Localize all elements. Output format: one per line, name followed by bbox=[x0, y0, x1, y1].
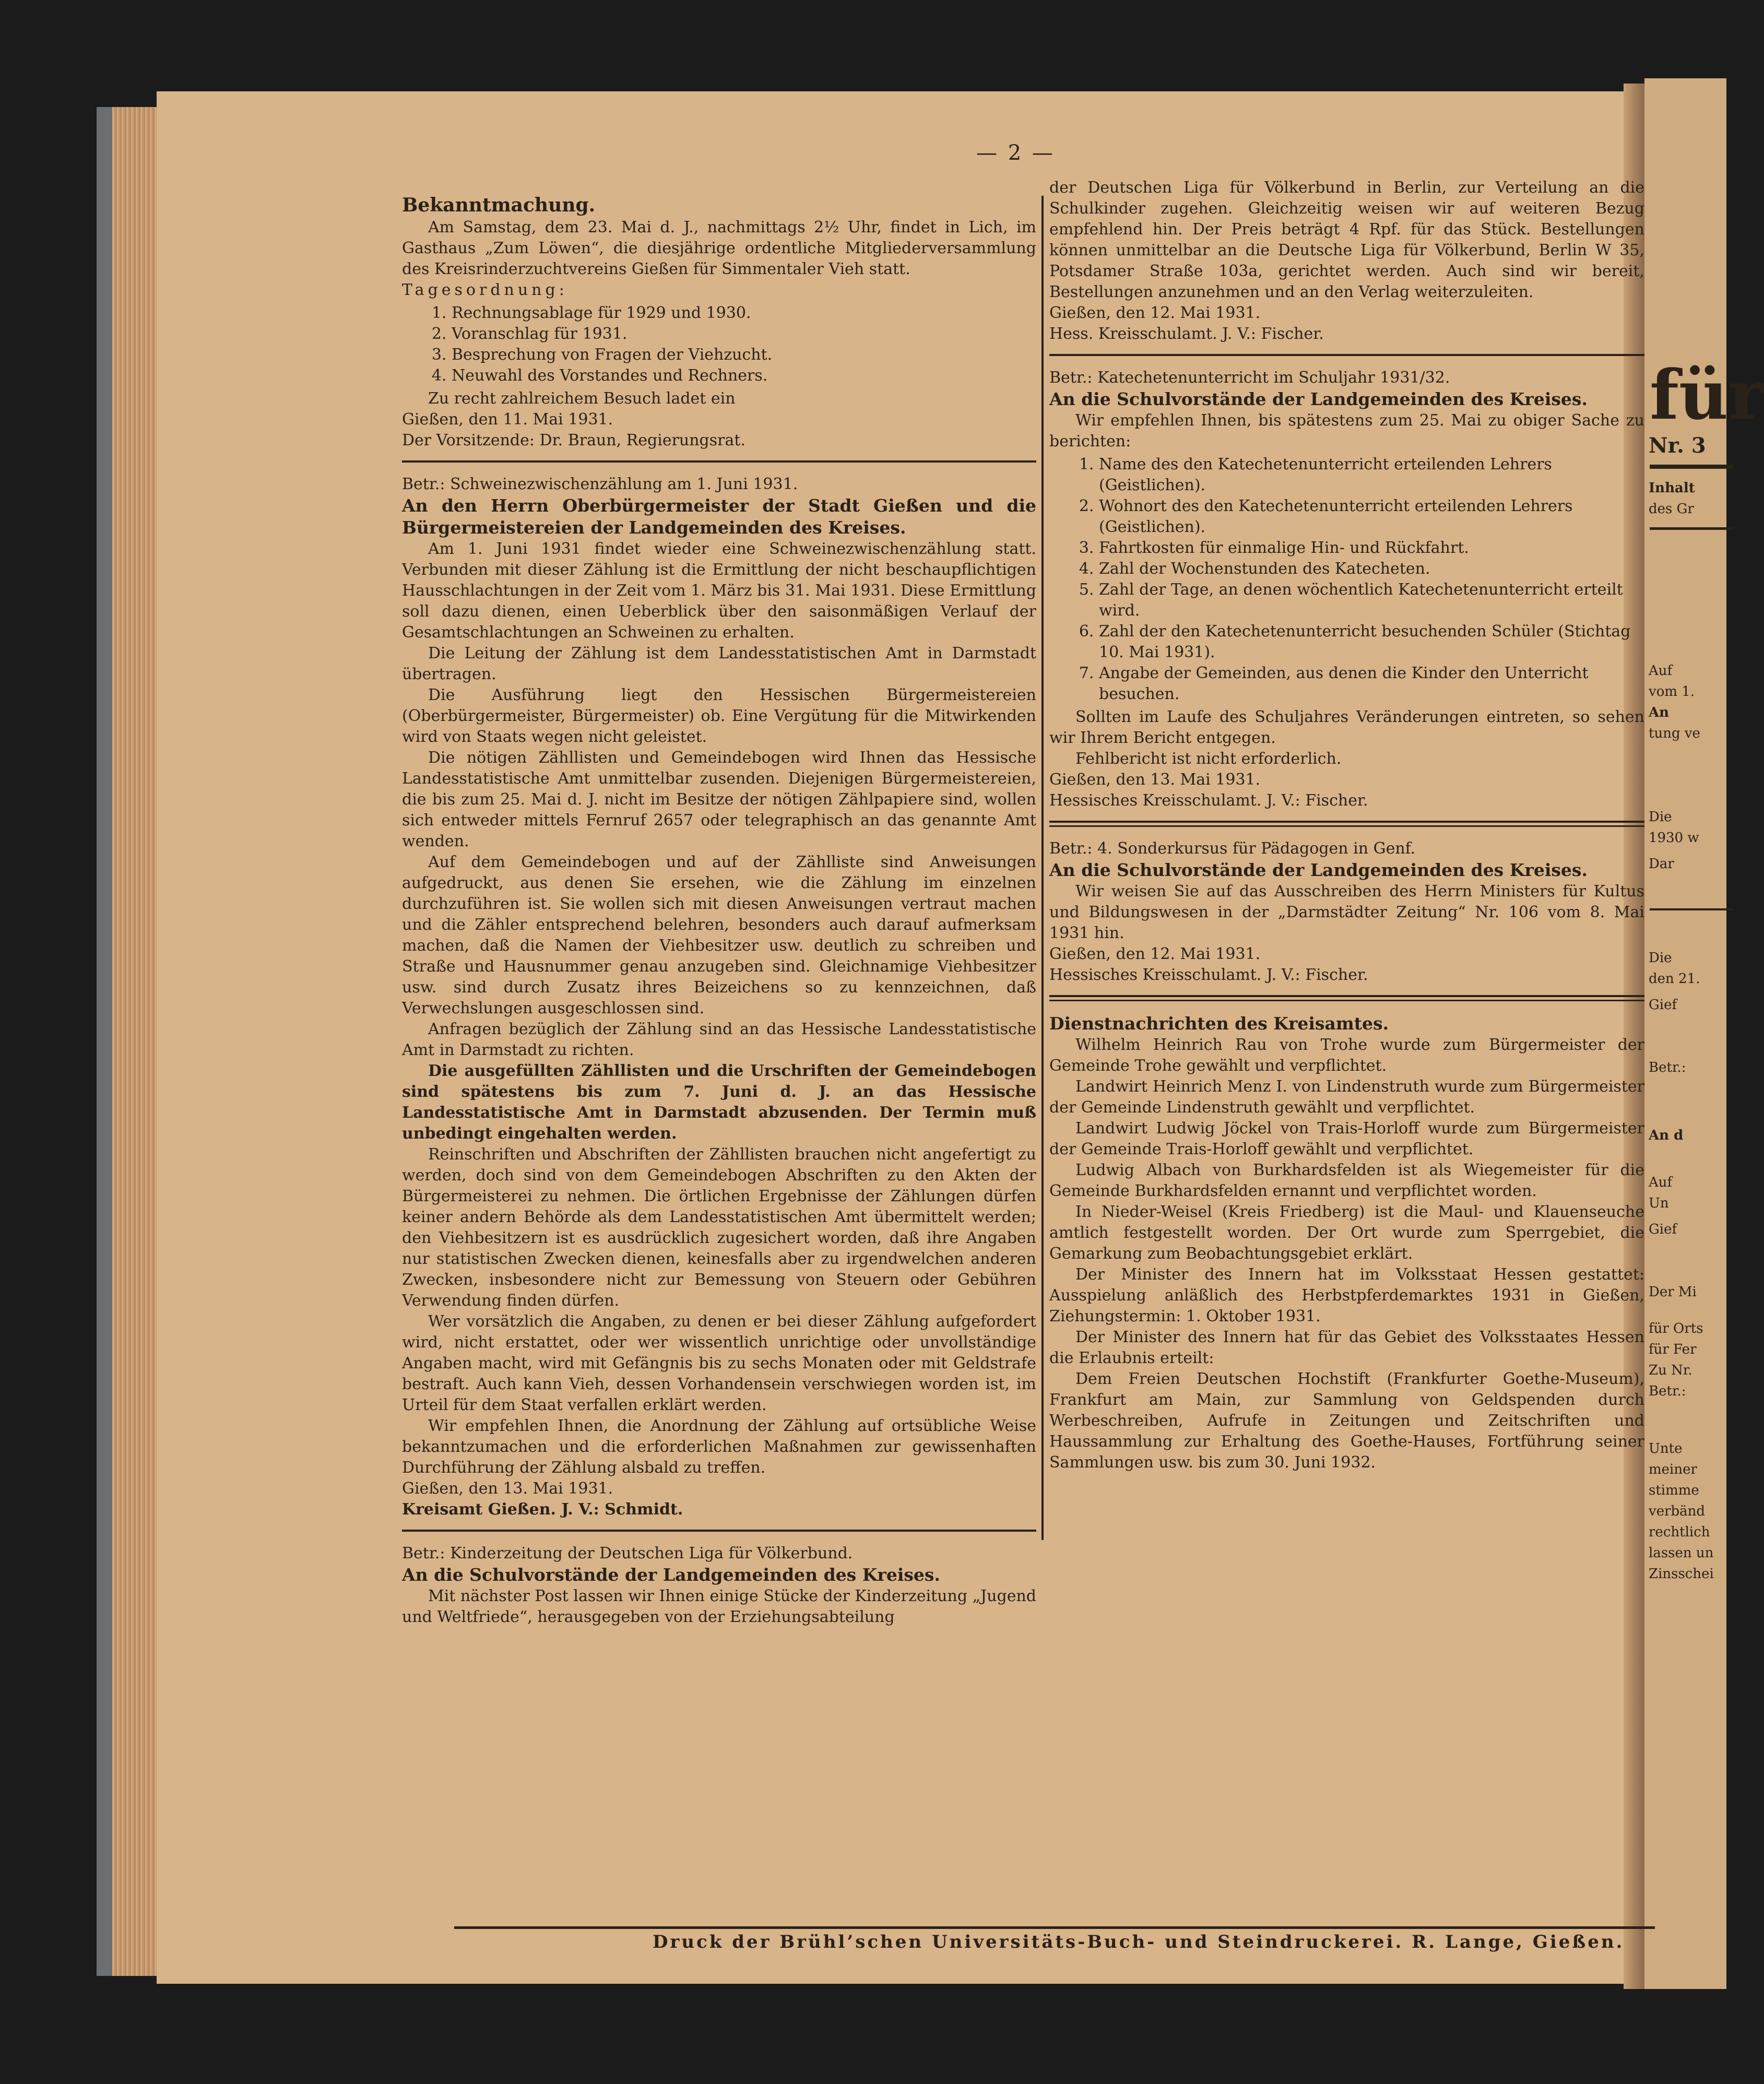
paragraph: Der Minister des Innern hat im Volksstaat Hessen gestattet: Ausspielung anläßlich des Herbstpferdemarktes 1931 in Gießen, Ziehungstermin: 1. Oktober 1931. bbox=[1049, 1265, 1644, 1325]
section-title: An die Schulvorstände der Landgemeinden des Kreises. bbox=[1049, 389, 1588, 409]
footer-rule bbox=[454, 1926, 1655, 1929]
section-title: An die Schulvorstände der Landgemeinden des Kreises. bbox=[402, 1565, 940, 1585]
next-page-text: Un bbox=[1649, 1195, 1669, 1211]
paragraph: Am Samstag, dem 23. Mai d. J., nachmittags 2½ Uhr, findet in Lich, im Gasthaus „Zum Löwen“, die diesjährige ordentliche Mitgliederversammlung des Kreisrinderzuchtvereins Gießen für Simmentaler Vieh statt. bbox=[402, 218, 1036, 278]
paragraph: Landwirt Ludwig Jöckel von Trais-Horloff wurde zum Bürgermeister der Gemeinde Trais-Horloff gewählt und verpflichtet. bbox=[1049, 1119, 1644, 1158]
next-page-text: An d bbox=[1649, 1128, 1684, 1143]
next-page-text: verbänd bbox=[1649, 1503, 1706, 1519]
subject-line: Betr.: Katechetenunterricht im Schuljahr 1931/32. bbox=[1049, 369, 1450, 387]
paragraph: Wir empfehlen Ihnen, bis spätestens zum 25. Mai zu obiger Sache zu berichten: bbox=[1049, 411, 1644, 451]
next-page-text: Nr. 3 bbox=[1649, 433, 1706, 458]
list-item: 1. Name des den Katechetenunterricht erteilenden Lehrers (Geistlichen). bbox=[1099, 454, 1644, 496]
next-page-text: lassen un bbox=[1649, 1545, 1714, 1561]
paragraph: In Nieder-Weisel (Kreis Friedberg) ist die Maul- und Klauenseuche amtlich festgestellt worden. Der Ort wurde zum Sperrgebiet, die Gemarkung zum Beobachtungsgebiet erklärt. bbox=[1049, 1203, 1644, 1263]
next-page-text: Auf bbox=[1649, 663, 1673, 679]
date-line: Gießen, den 13. Mai 1931. bbox=[1049, 771, 1261, 789]
list-item: 6. Zahl der den Katechetenunterricht besuchenden Schüler (Stichtag 10. Mai 1931). bbox=[1099, 621, 1644, 663]
paragraph: Mit nächster Post lassen wir Ihnen einige Stücke der Kinderzeitung „Jugend und Weltfriede“, herausgegeben von der Erziehungsabteilung bbox=[402, 1587, 1036, 1626]
next-page-text: tung ve bbox=[1649, 726, 1700, 741]
next-page-text: für Fer bbox=[1649, 1342, 1697, 1357]
date-line: Gießen, den 12. Mai 1931. bbox=[1049, 304, 1261, 322]
list-item: 4. Zahl der Wochenstunden des Katecheten. bbox=[1099, 559, 1644, 579]
list-item: 4. Neuwahl des Vorstandes und Rechners. bbox=[452, 365, 1036, 386]
paragraph: Zu recht zahlreichem Besuch ladet ein bbox=[428, 389, 736, 408]
next-page-text: für Orts bbox=[1649, 1321, 1703, 1336]
book-spine-shadow bbox=[97, 107, 112, 1976]
notice-childrens-newspaper bbox=[402, 1543, 1036, 1628]
notice-cattle-breeding bbox=[402, 193, 1036, 451]
agenda-title: Tagesordnung: bbox=[402, 281, 568, 299]
next-page-text: Die bbox=[1649, 950, 1672, 966]
next-page-text: Betr.: bbox=[1649, 1060, 1686, 1075]
section-divider bbox=[1049, 354, 1644, 356]
agenda-list bbox=[402, 303, 1036, 386]
subject-line: Betr.: Kinderzeitung der Deutschen Liga für Völkerbund. bbox=[402, 1544, 853, 1562]
paragraph: Wir empfehlen Ihnen, die Anordnung der Zählung auf ortsübliche Weise bekanntzumachen und die erforderlichen Maßnahmen zur gewissenhaften Durchführung der Zählung alsbald zu treffen. bbox=[402, 1417, 1036, 1477]
paragraph: Wir weisen Sie auf das Ausschreiben des Herrn Ministers für Kultus und Bildungswesen in der „Darmstädter Zeitung“ Nr. 106 vom 8. Mai 1931 hin. bbox=[1049, 882, 1644, 942]
printer-imprint: Druck der Brühl’schen Universitäts-Buch- und Steindruckerei. R. Lange, Gießen. bbox=[653, 1932, 1625, 1952]
list-item: 2. Wohnort des den Katechetenunterricht erteilenden Lehrers (Geistlichen). bbox=[1099, 496, 1644, 538]
next-page-text: den 21. bbox=[1649, 971, 1700, 987]
list-item: 5. Zahl der Tage, an denen wöchentlich Katechetenunterricht erteilt wird. bbox=[1099, 579, 1644, 621]
paragraph: Wilhelm Heinrich Rau von Trohe wurde zum Bürgermeister der Gemeinde Trohe gewählt und verpflichtet. bbox=[1049, 1036, 1644, 1075]
column-divider bbox=[1041, 196, 1044, 1540]
section-title: An den Herrn Oberbürgermeister der Stadt Gießen und die Bürgermeistereien der Landgemeinden des Kreises. bbox=[402, 495, 1036, 538]
notice-pig-census bbox=[402, 474, 1036, 1520]
notice-geneva-course bbox=[1049, 838, 1644, 986]
notice-catechist-lessons bbox=[1049, 368, 1644, 811]
section-divider bbox=[402, 1530, 1036, 1532]
section-title: An die Schulvorstände der Landgemeinden des Kreises. bbox=[1049, 860, 1588, 880]
next-page-text: meiner bbox=[1649, 1462, 1697, 1477]
paragraph: Auf dem Gemeindebogen und auf der Zählliste sind Anweisungen aufgedruckt, aus denen Sie ersehen, wie die Zählung im einzelnen durchzuführen ist. Sie wollen sich mit diesen Anweisungen vertraut machen und die Zähler entsprechend belehren, besonders auch darauf aufmerksam machen, daß die Namen der Viehbesitzer usw. deutlich zu schreiben und Straße und Hausnummer genau anzugeben sind. Gleichnamige Viehbesitzer usw. sind durch Zusatz ihres Beizeichens so zu kennzeichnen, daß Verwechslungen ausgeschlossen sind. bbox=[402, 853, 1036, 1017]
next-page-text: Zinsschei bbox=[1649, 1566, 1714, 1582]
subject-line: Betr.: 4. Sonderkursus für Pädagogen in Genf. bbox=[1049, 839, 1416, 858]
paragraph: Der Minister des Innern hat für das Gebiet des Volksstaates Hessen die Erlaubnis erteilt: bbox=[1049, 1328, 1644, 1367]
signature: Kreisamt Gießen. J. V.: Schmidt. bbox=[402, 1500, 683, 1519]
section-divider bbox=[402, 460, 1036, 463]
next-page-text: Inhalt bbox=[1649, 480, 1695, 496]
official-news bbox=[1049, 1013, 1644, 1473]
paragraph: Ludwig Albach von Burkhardsfelden ist als Wiegemeister für die Gemeinde Burkhardsfelden ernannt und verpflichtet worden. bbox=[1049, 1161, 1644, 1200]
section-title: Bekanntmachung. bbox=[402, 194, 596, 216]
paragraph: Fehlbericht ist nicht erforderlich. bbox=[1075, 750, 1342, 768]
left-column bbox=[402, 193, 1036, 1628]
next-page-text: Auf bbox=[1649, 1175, 1673, 1190]
list-item: 3. Fahrtkosten für einmalige Hin- und Rückfahrt. bbox=[1099, 538, 1644, 559]
next-page-rule bbox=[1650, 465, 1733, 469]
signature: Hess. Kreisschulamt. J. V.: Fischer. bbox=[1049, 325, 1324, 343]
signature: Hessisches Kreisschulamt. J. V.: Fischer. bbox=[1049, 791, 1368, 810]
paragraph: Reinschriften und Abschriften der Zähllisten brauchen nicht angefertigt zu werden, doch sind von dem Gemeindebogen Abschriften zu den Akten der Bürgermeisterei zu nehmen. Die örtlichen Ergebnisse der Zählungen dürfen keiner andern Behörde als dem Landesstatistischen Amt übermittelt werden; den Viehbesitzern ist es ausdrücklich zugesichert worden, daß ihre Angaben nur statistischen Zwecken dienen, keinesfalls aber zu irgendwelchen anderen Zwecken, insbesondere nicht zur Bemessung von Steuern oder Gebühren Verwendung finden dürfen. bbox=[402, 1145, 1036, 1310]
paragraph: Landwirt Heinrich Menz I. von Lindenstruth wurde zum Bürgermeister der Gemeinde Lindenstruth gewählt und verpflichtet. bbox=[1049, 1077, 1644, 1117]
signature: Hessisches Kreisschulamt. J. V.: Fischer. bbox=[1049, 966, 1368, 984]
section-divider bbox=[1049, 821, 1644, 827]
date-line: Gießen, den 11. Mai 1931. bbox=[402, 410, 613, 429]
next-page-fragment bbox=[1644, 78, 1764, 1989]
next-page-title-fragment: für bbox=[1650, 355, 1764, 435]
next-page-text: Die bbox=[1649, 809, 1672, 825]
list-item: 7. Angabe der Gemeinden, aus denen die Kinder den Unterricht besuchen. bbox=[1099, 663, 1644, 705]
signature: Der Vorsitzende: Dr. Braun, Regierungsrat. bbox=[402, 431, 745, 449]
next-page-text: vom 1. bbox=[1649, 684, 1695, 700]
next-page-text: des Gr bbox=[1649, 501, 1694, 517]
next-page-rule bbox=[1650, 527, 1733, 530]
next-page-rule bbox=[1650, 908, 1733, 910]
next-page-text: 1930 w bbox=[1649, 830, 1699, 846]
list-item: 1. Rechnungsablage für 1929 und 1930. bbox=[452, 303, 1036, 324]
paragraph: Die Leitung der Zählung ist dem Landesstatistischen Amt in Darmstadt übertragen. bbox=[402, 644, 1036, 683]
date-line: Gießen, den 12. Mai 1931. bbox=[1049, 945, 1261, 963]
section-divider bbox=[1049, 995, 1644, 1001]
next-page-text: An bbox=[1649, 705, 1670, 720]
next-page-text: Der Mi bbox=[1649, 1284, 1697, 1300]
paragraph: Anfragen bezüglich der Zählung sind an das Hessische Landesstatistische Amt in Darmstadt zu richten. bbox=[402, 1020, 1036, 1059]
paragraph: Dem Freien Deutschen Hochstift (Frankfurter Goethe-Museum), Frankfurt am Main, zur Sammlung von Geldspenden durch Werbeschreiben, Aufrufe in Zeitungen und Zeitschriften und Haussammlung zur Erhaltung des Goethe-Hauses, Fortführung seiner Sammlungen usw. bis zum 30. Juni 1932. bbox=[1049, 1370, 1644, 1472]
page-number: — 2 — bbox=[976, 141, 1055, 165]
paragraph: Die ausgefüllten Zähllisten und die Urschriften der Gemeindebogen sind spätestens bis zum 7. Juni d. J. an das Hessische Landesstatistische Amt in Darmstadt abzusenden. Der Termin muß unbedingt eingehalten werden. bbox=[402, 1062, 1036, 1143]
paragraph: Am 1. Juni 1931 findet wieder eine Schweinezwischenzählung statt. Verbunden mit dieser Zählung ist die Ermittlung der nicht beschaupflichtigen Hausschlachtungen in der Zeit vom 1. März bis 31. Mai 1931. Diese Ermittlung soll dazu dienen, einen Ueberblick über den saisonmäßigen Verlauf der Gesamtschlachtungen an Schweinen zu erhalten. bbox=[402, 540, 1036, 642]
right-column bbox=[1049, 177, 1644, 1473]
next-page-text: Gief bbox=[1649, 1222, 1677, 1237]
paragraph: Sollten im Laufe des Schuljahres Veränderungen eintreten, so sehen wir Ihrem Bericht entgegen. bbox=[1049, 708, 1644, 747]
next-page-text: Zu Nr. bbox=[1649, 1363, 1692, 1378]
next-page-text: Dar bbox=[1649, 856, 1674, 872]
subject-line: Betr.: Schweinezwischenzählung am 1. Juni 1931. bbox=[402, 475, 798, 493]
next-page-text: stimme bbox=[1649, 1483, 1699, 1498]
section-title: Dienstnachrichten des Kreisamtes. bbox=[1049, 1013, 1389, 1034]
paragraph: der Deutschen Liga für Völkerbund in Berlin, zur Verteilung an die Schulkinder zugehen. Gleichzeitig weisen wir auf weiteren Bezug empfehlend hin. Der Preis beträgt 4 Rpf. für das Stück. Bestellungen können unmittelbar an die Deutsche Liga für Völkerbund, Berlin W 35, Potsdamer Straße 103a, gerichtet werden. Auch sind wir bereit, Bestellungen anzunehmen und an den Verlag weiterzuleiten. bbox=[1049, 179, 1644, 301]
next-page-text: Betr.: bbox=[1649, 1383, 1686, 1399]
next-page-text: Gief bbox=[1649, 997, 1677, 1013]
next-page-text: Unte bbox=[1649, 1441, 1683, 1457]
notice-childrens-newspaper-continued bbox=[1049, 177, 1644, 345]
date-line: Gießen, den 13. Mai 1931. bbox=[402, 1479, 613, 1498]
paragraph: Die nötigen Zähllisten und Gemeindebogen wird Ihnen das Hessische Landesstatistische Amt unmittelbar zusenden. Diejenigen Bürgermeistereien, die bis zum 25. Mai d. J. nicht im Besitze der nötigen Zählpapiere sind, wollen sich entweder mittels Fernruf 2657 oder telegraphisch an das genannte Amt wenden. bbox=[402, 749, 1036, 850]
list-item: 3. Besprechung von Fragen der Viehzucht. bbox=[452, 345, 1036, 365]
paragraph: Wer vorsätzlich die Angaben, zu denen er bei dieser Zählung aufgefordert wird, nicht erstattet, oder wer wissentlich unrichtige oder unvollständige Angaben macht, wird mit Gefängnis bis zu sechs Monaten oder mit Geldstrafe bestraft. Auch kann Vieh, dessen Vorhandensein verschwiegen worden ist, im Urteil für dem Staat verfallen erklärt werden. bbox=[402, 1312, 1036, 1414]
list-item: 2. Voranschlag für 1931. bbox=[452, 324, 1036, 345]
next-page-text: rechtlich bbox=[1649, 1524, 1710, 1540]
paragraph: Die Ausführung liegt den Hessischen Bürgermeistereien (Oberbürgermeister, Bürgermeister) ob. Eine Vergütung für die Mitwirkenden wird von Staats wegen nicht geleistet. bbox=[402, 686, 1036, 746]
report-items-list bbox=[1049, 454, 1644, 705]
